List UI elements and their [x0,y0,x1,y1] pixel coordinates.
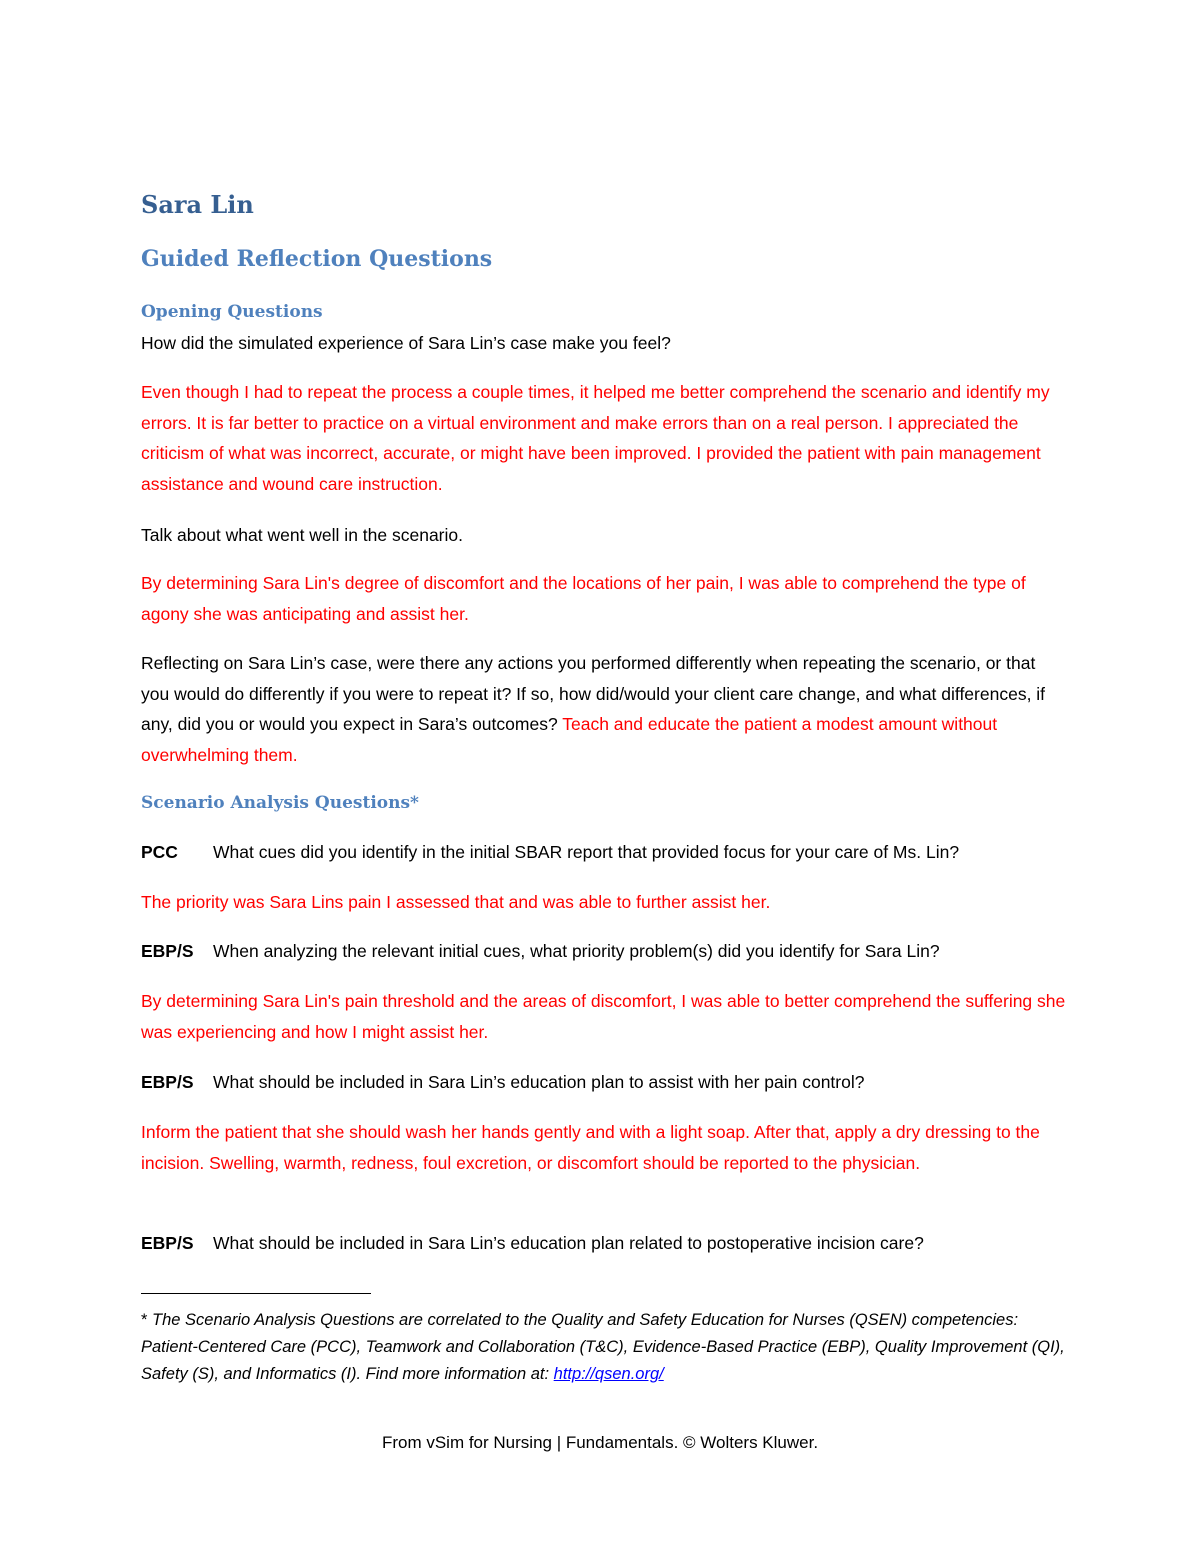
analysis-question-pcc [141,837,1066,868]
analysis-question-ebps-1 [141,936,1066,967]
opening-question-1: How did the simulated experience of Sara Lin’s case make you feel? [141,333,671,353]
page-footer: From vSim for Nursing | Fundamentals. © Wolters Kluwer. [381,1433,819,1452]
scenario-analysis-heading-text: Scenario Analysis Questions [141,793,411,813]
patient-name-heading: Sara Lin [141,190,254,219]
question-text: When analyzing the relevant initial cues, what priority problem(s) did you identify for Sara Lin? [213,941,940,961]
question-text: What cues did you identify in the initial SBAR report that provided focus for your care of Ms. Lin? [213,842,960,862]
opening-answer-3: Teach and educate the patient a modest amount without overwhelming them. [141,714,998,765]
footnote [141,1307,1066,1388]
question-label: EBP/S [141,941,194,961]
question-text: What should be included in Sara Lin’s education plan to assist with her pain control? [213,1072,865,1092]
analysis-answer-ebps-1: By determining Sara Lin's pain threshold and the areas of discomfort, I was able to better comprehend the suffering she was experiencing and how I might assist her. [141,991,1066,1042]
footnote-mark: * [141,1311,148,1329]
opening-questions-heading: Opening Questions [141,302,323,322]
analysis-answer-ebps-2: Inform the patient that she should wash her hands gently and with a light soap. After that, apply a dry dressing to the incision. Swelling, warmth, redness, foul excretion, or discomfort should be reported to the physician. [141,1122,1040,1173]
footnote-divider [141,1293,371,1294]
analysis-answer-pcc: The priority was Sara Lins pain I assessed that and was able to further assist her. [141,892,771,912]
opening-answer-2: By determining Sara Lin's degree of discomfort and the locations of her pain, I was able to comprehend the type of agony she was anticipating and assist her. [141,573,1026,624]
opening-question-2: Talk about what went well in the scenario. [141,525,463,545]
opening-answer-1: Even though I had to repeat the process a couple times, it helped me better comprehend the scenario and identify my errors. It is far better to practice on a virtual environment and make errors than on a real person. I appreciated the criticism of what was incorrect, accurate, or might have been improved. I provided the patient with pain management assistance and wound care instruction. [141,382,1050,494]
footnote-reference-mark: * [410,793,419,813]
document-title: Guided Reflection Questions [141,246,493,272]
opening-question-3-text: Reflecting on Sara Lin’s case, were there any actions you performed differently when repeating the scenario, or that you would do differently if you were to repeat it? If so, how did/would your client care change, and what differences, if any, did you or would you expect in Sara’s outcomes? [141,653,1046,734]
scenario-analysis-heading [141,793,419,813]
question-label: EBP/S [141,1072,194,1092]
question-text: What should be included in Sara Lin’s education plan related to postoperative incision care? [213,1233,924,1253]
qsen-link[interactable]: http://qsen.org/ [553,1365,664,1383]
question-label: PCC [141,842,178,862]
analysis-question-ebps-2 [141,1067,1066,1098]
question-label: EBP/S [141,1233,194,1253]
opening-question-3 [141,648,1066,770]
footnote-text: The Scenario Analysis Questions are correlated to the Quality and Safety Education for Nurses (QSEN) competencies: Patient-Centered Care (PCC), Teamwork and Collaboration (T&C), Evidence-Based Practice (EBP), Quality Improvement (QI), Safety (S), and Informatics (I). Find more information at: [141,1311,1065,1383]
analysis-question-ebps-3 [141,1228,1066,1259]
